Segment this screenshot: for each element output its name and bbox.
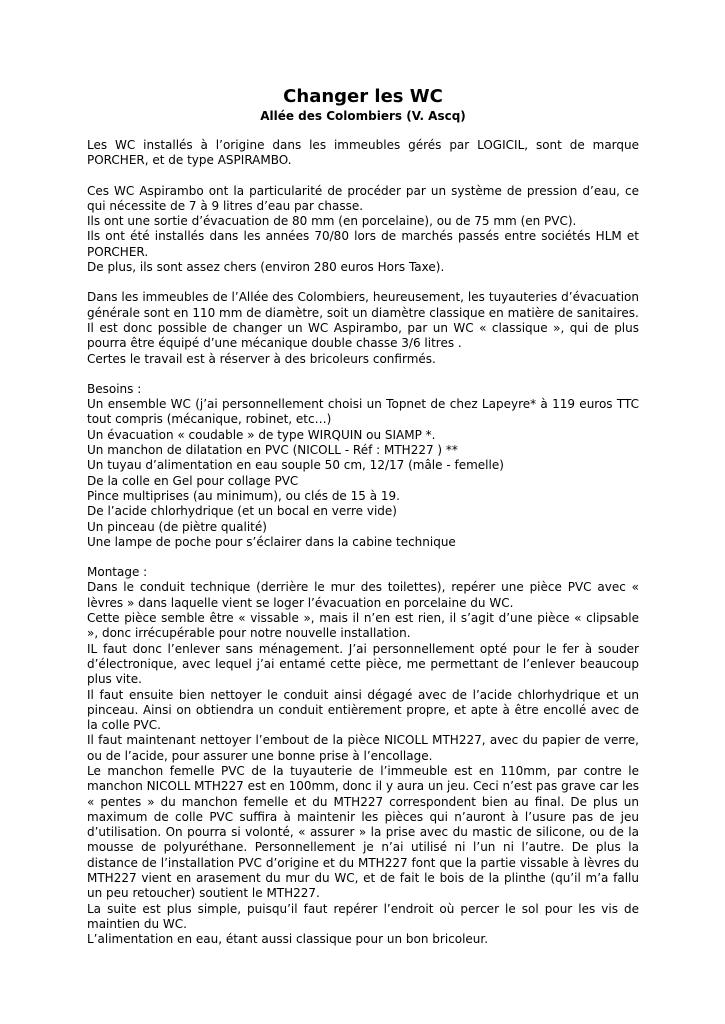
besoins-item: Un tuyau d’alimentation en eau souple 50 cm, 12/17 (mâle - femelle): [87, 458, 504, 473]
colombiers-line: Dans les immeubles de l’Allée des Colombiers, heureusement, les tuyauteries d’évacuation générale sont en 110 mm de diamètre, soit un diamètre classique en matière de sanitaires.: [87, 290, 639, 320]
besoins-item: Un ensemble WC (j’ai personnellement choisi un Topnet de chez Lapeyre* à 119 euros TTC tout compris (mécanique, robinet, etc…): [87, 397, 639, 427]
document-page: [87, 86, 639, 948]
montage-section: [87, 565, 639, 947]
besoins-item: De l’acide chlorhydrique (et un bocal en verre vide): [87, 504, 397, 519]
aspirambo-line: Ils ont été installés dans les années 70/80 lors de marchés passés entre sociétés HLM et PORCHER.: [87, 229, 639, 259]
besoins-item: Un évacuation « coudable » de type WIRQUIN ou SIAMP *.: [87, 427, 436, 442]
montage-item: Il faut maintenant nettoyer l’embout de la pièce NICOLL MTH227, avec du papier de verre, ou de l’acide, pour assurer une bonne prise à l’encollage.: [87, 733, 639, 763]
aspirambo-line: Ils ont une sortie d’évacuation de 80 mm (en porcelaine), ou de 75 mm (en PVC).: [87, 214, 577, 229]
intro-paragraph: Les WC installés à l’origine dans les immeubles gérés par LOGICIL, sont de marque PORCHER, et de type ASPIRAMBO.: [87, 138, 639, 168]
aspirambo-section: [87, 184, 639, 276]
aspirambo-line: Ces WC Aspirambo ont la particularité de procéder par un système de pression d’eau, ce qui nécessite de 7 à 9 litres d’eau par chasse.: [87, 183, 639, 213]
besoins-item: Pince multiprises (au minimum), ou clés de 15 à 19.: [87, 488, 400, 503]
besoins-item: Une lampe de poche pour s’éclairer dans la cabine technique: [87, 534, 456, 549]
montage-item: Cette pièce semble être « vissable », mais il n’en est rien, il s’agit d’une pièce « clipsable », donc irrécupérable pour notre nouvelle installation.: [87, 611, 639, 641]
besoins-section: [87, 382, 639, 550]
aspirambo-line: De plus, ils sont assez chers (environ 280 euros Hors Taxe).: [87, 260, 445, 275]
montage-item: IL faut donc l’enlever sans ménagement. J’ai personnellement opté pour le fer à souder d’électronique, avec lequel j’ai entamé cette pièce, me permettant de l’enlever beaucoup plus vite.: [87, 641, 639, 687]
document-title: Changer les WC: [283, 86, 443, 107]
besoins-item: De la colle en Gel pour collage PVC: [87, 473, 299, 488]
colombiers-line: Certes le travail est à réserver à des bricoleurs confirmés.: [87, 351, 436, 366]
colombiers-line: Il est donc possible de changer un WC Aspirambo, par un WC « classique », qui de plus pourra être équipé d’une mécanique double chasse 3/6 litres .: [87, 320, 639, 351]
montage-item: Le manchon femelle PVC de la tuyauterie de l’immeuble est en 110mm, par contre le manchon NICOLL MTH227 est en 100mm, donc il y aura un jeu. Ceci n’est pas grave car les « pentes » du manchon femelle et du MTH227 correspondent bien au final. De plus un maximum de colle PVC suffira à maintenir les pièces qui n’auront à l’usure pas de jeu d’utilisation. On pourra si volonté, « assurer » la prise avec du mastic de silicone, ou de la mousse de polyuréthane. Personnellement je n’ai utilisé ni l’un ni l’autre. De plus la distance de l’installation PVC d’origine et du MTH227 font que la partie vissable à lèvres du MTH227 vient en arasement du mur du WC, et de fait le bois de la plinthe (qu’il m’a fallu un peu retoucher) soutient le MTH227.: [87, 763, 639, 901]
besoins-heading: Besoins :: [87, 381, 142, 396]
besoins-item: Un manchon de dilatation en PVC (NICOLL - Réf : MTH227 ) **: [87, 443, 458, 458]
montage-item: La suite est plus simple, puisqu’il faut repérer l’endroit où percer le sol pour les vis de maintien du WC.: [87, 901, 639, 931]
besoins-item: Un pinceau (de piètre qualité): [87, 519, 267, 534]
colombiers-section: [87, 290, 639, 366]
montage-item: Il faut ensuite bien nettoyer le conduit ainsi dégagé avec de l’acide chlorhydrique et un pinceau. Ainsi on obtiendra un conduit entièrement propre, et apte à être encollé avec de la colle PVC.: [87, 687, 639, 733]
montage-item: Dans le conduit technique (derrière le mur des toilettes), repérer une pièce PVC avec « lèvres » dans laquelle vient se loger l’évacuation en porcelaine du WC.: [87, 580, 639, 610]
montage-heading: Montage :: [87, 565, 148, 580]
montage-item: L’alimentation en eau, étant aussi classique pour un bon bricoleur.: [87, 932, 489, 947]
document-subtitle: Allée des Colombiers (V. Ascq): [260, 109, 466, 123]
